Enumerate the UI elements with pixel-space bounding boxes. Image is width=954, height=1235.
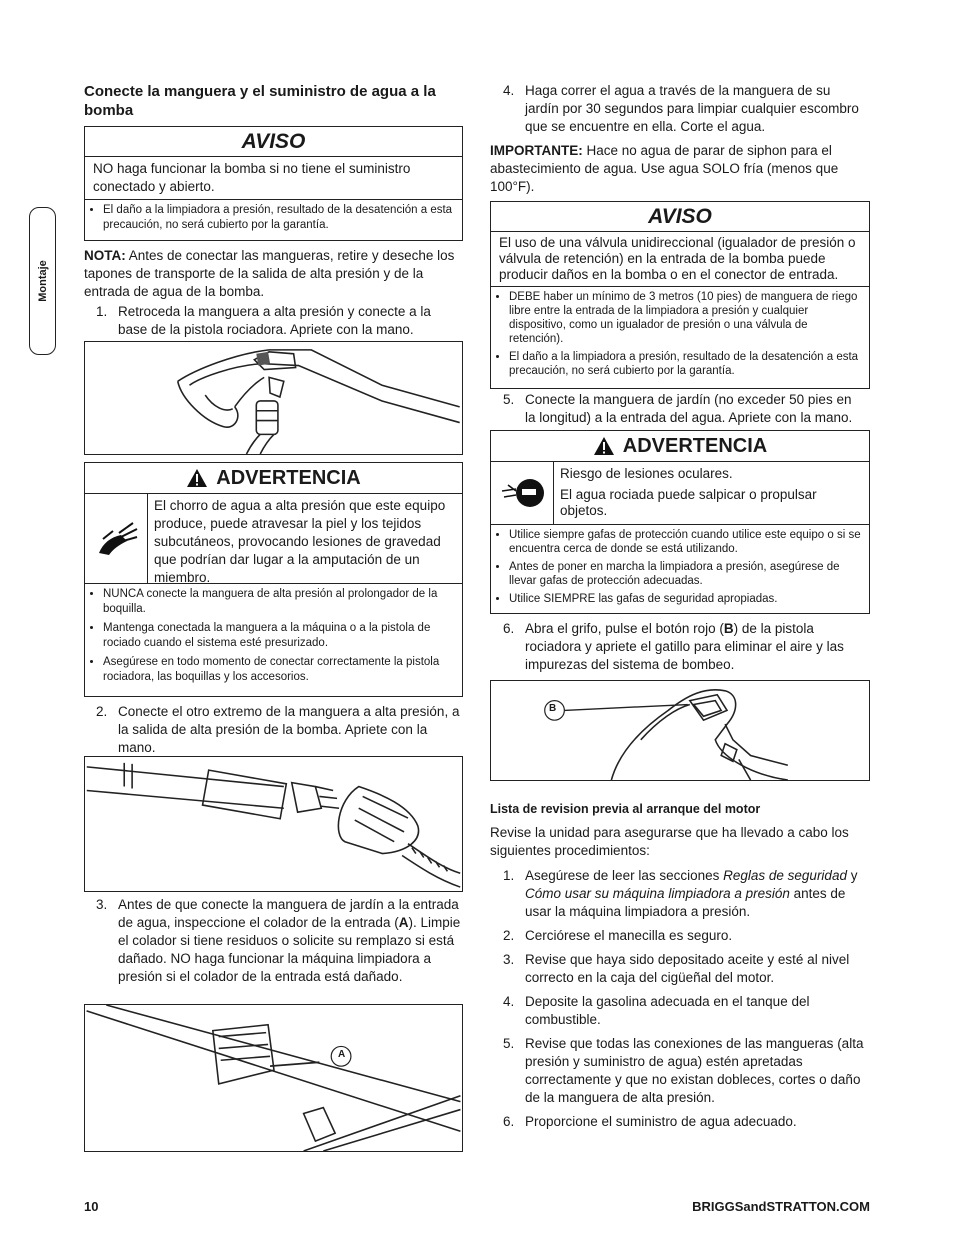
red-button-figure [490,680,870,781]
warning-header [491,431,869,462]
step-text: Haga correr el agua a través de la manguera de su jardín por 30 segundos para limpiar cualquier escombro que se encuentre en ella. Corte el agua. [525,83,859,134]
list-item: 3. Antes de que conecte la manguera de jardín a la entrada de agua, inspeccione el colador de la entrada (A). Limpie el colador si tiene residuos o solicite su remplazo si está dañado. NO haga funcionar la máquina limpiadora a presión si el colador de la entrada está dañado. [96,897,461,984]
warning-title: ADVERTENCIA [622,435,768,457]
checklist-title: Lista de revision previa al arranque del motor [490,802,761,816]
list-item: 6. Abra el grifo, pulse el botón rojo (B) de la pistola rociadora y apriete el gatillo para eliminar el aire y las impurezas del sistema de bombeo. [503,620,865,674]
warning-bullet: • Antes de poner en marcha la limpiadora a presión, asegúrese de llevar gafas de protección adecuadas. [509,560,863,588]
step-text: Antes de que conecte la manguera de jardín a la entrada de agua, inspeccione el colador de la entrada (A). Limpie el colador si tiene residuos o solicite su remplazo si está dañado. NO haga funcionar la máquina limpiadora a presión si el colador de la entrada está dañado. [118,897,461,984]
step-list [96,303,462,343]
warning-bullet: • Mantenga conectada la manguera a la máquina o a la pistola de rociado cuando el sistema esté presurizado. [103,621,456,651]
warning-triangle-icon [593,436,615,456]
list-item: 1. Asegúrese de leer las secciones Reglas de seguridad y Cómo usar su máquina limpiadora a presión antes de usar la máquina limpiadora a presión. [503,867,865,921]
list-item: 4. Deposite la gasolina adecuada en el tanque del combustible. [503,993,865,1029]
list-item: 5. Revise que todas las conexiones de las mangueras (alta presión y suministro de agua) estén apretadas correctamente y que no existan dobleces, cortes o daño de la manguera de alta presión. [503,1036,864,1105]
warning-title: ADVERTENCIA [216,467,361,489]
warning-line: El agua rociada puede salpicar o propulsar objetos. [560,487,817,518]
step-list [503,82,863,140]
step-list [503,620,865,678]
section-title: Conecte la manguera y el suministro de agua a la bomba [84,83,436,119]
step-text: Revise que todas las conexiones de las mangueras (alta presión y suministro de agua) estén apretadas correctamente y que no existan dobleces, cortes o daño de la manguera de alta presión. [525,1036,864,1105]
warning-line: Riesgo de lesiones oculares. [560,466,733,481]
list-item: 3. Revise que haya sido depositado aceite y esté al nivel correcto en la caja del cigüeñal del motor. [503,951,865,987]
inlet-screen-figure [84,1004,463,1152]
warning-box [84,462,463,697]
important-paragraph [490,142,864,196]
note-paragraph [84,247,464,301]
step-text: Conecte la manguera de jardín (no exceder 50 pies en la longitud) a la entrada del agua. Apriete con la mano. [525,392,853,425]
warning-triangle-icon [186,468,208,488]
notice-bullet: • DEBE haber un mínimo de 3 metros (10 pies) de manguera de riego libre entre la entrada de la limpiadora a presión y cualquier dispositivo, como un igualador de presión o una válvula de retención). [509,290,863,346]
inlet-screen-illustration [85,1005,462,1151]
step-list [503,391,865,431]
warning-bullet: • Utilice siempre gafas de protección cuando utilice este equipo o si se encuentra cerca de donde se está utilizando. [509,528,863,556]
step-text: Proporcione el suministro de agua adecuado. [525,1114,797,1129]
warning-bullet: • Utilice SIEMPRE las gafas de seguridad apropiadas. [509,592,863,606]
step-text: Abra el grifo, pulse el botón rojo (B) de la pistola rociadora y apriete el gatillo para eliminar el aire y las impurezas del sistema de bombeo. [525,621,844,672]
injection-hazard-icon [93,519,139,559]
important-text: Hace no agua de parar de siphon para el abastecimiento de agua. Use agua SOLO fría (menos que 100°F). [490,143,839,194]
warning-header [85,463,462,494]
step-text: Revise que haya sido depositado aceite y esté al nivel correcto en la caja del cigüeñal del motor. [525,952,850,985]
warning-bullet: • Asegúrese en todo momento de conectar correctamente la pistola rociadora, las boquillas y los accesorios. [103,655,456,685]
step-list [96,703,462,761]
notice-message: El uso de una válvula unidireccional (igualador de presión o válvula de retención) en la entrada de la bomba puede producir daños en la bomba o en el conector de entrada. [491,232,869,287]
notice-bullet: • El daño a la limpiadora a presión, resultado de la desatención a esta precaución, no será cubierto por la garantía. [103,203,456,233]
callout-label: B [549,703,557,714]
section-tab [29,207,56,355]
warning-bullet: • NUNCA conecte la manguera de alta presión al prolongador de la boquilla. [103,587,456,617]
pump-outlet-hose-figure [84,756,463,892]
notice-bullet: • El daño a la limpiadora a presión, resultado de la desatención a esta precaución, no será cubierto por la garantía. [509,350,863,378]
list-item: 6. Proporcione el suministro de agua adecuado. [503,1114,797,1129]
step-text: Asegúrese de leer las secciones Reglas de seguridad y Cómo usar su máquina limpiadora a presión antes de usar la máquina limpiadora a presión. [525,868,858,919]
notice-title: AVISO [491,202,869,232]
spray-gun-illustration [85,342,462,454]
important-label: IMPORTANTE: [490,143,583,158]
list-item: 5. Conecte la manguera de jardín (no exceder 50 pies en la longitud) a la entrada del agua. Apriete con la mano. [503,391,865,427]
callout-label: A [338,1049,346,1060]
step-text: Conecte el otro extremo de la manguera a alta presión, a la salida de alta presión de la bomba. Apriete con la mano. [118,704,460,755]
eye-protection-icon [500,475,544,511]
spray-gun-hose-figure [84,341,463,455]
note-text: Antes de conectar las mangueras, retire y deseche los tapones de transporte de la salida de alta presión y de la entrada de agua de la bomba. [84,248,455,299]
footer-website: BRIGGSandSTRATTON.COM [692,1199,870,1214]
list-item: 1. Retroceda la manguera a alta presión y conecte a la base de la pistola rociadora. Apriete con la mano. [96,303,462,339]
warning-box [490,430,870,614]
note-label: NOTA: [84,248,126,263]
step-list [96,896,462,990]
step-text: Cerciórese el manecilla es seguro. [525,928,733,943]
notice-box [490,201,870,389]
notice-title: AVISO [85,127,462,157]
hose-fitting-illustration [85,757,462,891]
list-item: 4. Haga correr el agua a través de la manguera de su jardín por 30 segundos para limpiar cualquier escombro que se encuentre en ella. Corte el agua. [503,82,863,136]
checklist [503,867,865,1135]
list-item: 2. Cerciórese el manecilla es seguro. [503,928,733,943]
page-number: 10 [84,1199,99,1214]
notice-box [84,126,463,241]
spray-gun-button-illustration [491,681,869,780]
checklist-intro: Revise la unidad para asegurarse que ha llevado a cabo los siguientes procedimientos: [490,825,849,858]
step-text: Retroceda la manguera a alta presión y conecte a la base de la pistola rociadora. Apriete con la mano. [118,304,431,337]
notice-message: NO haga funcionar la bomba si no tiene el suministro conectado y abierto. [85,157,462,200]
list-item: 2. Conecte el otro extremo de la manguera a alta presión, a la salida de alta presión de la bomba. Apriete con la mano. [96,703,462,757]
warning-message: El chorro de agua a alta presión que este equipo produce, puede atravesar la piel y los tejidos subcutáneos, provocando lesiones de gravedad que podrían dar lugar a la amputación de un miembro. [154,498,446,585]
step-text: Deposite la gasolina adecuada en el tanque del combustible. [525,994,810,1027]
section-tab-label: Montaje [36,260,49,302]
